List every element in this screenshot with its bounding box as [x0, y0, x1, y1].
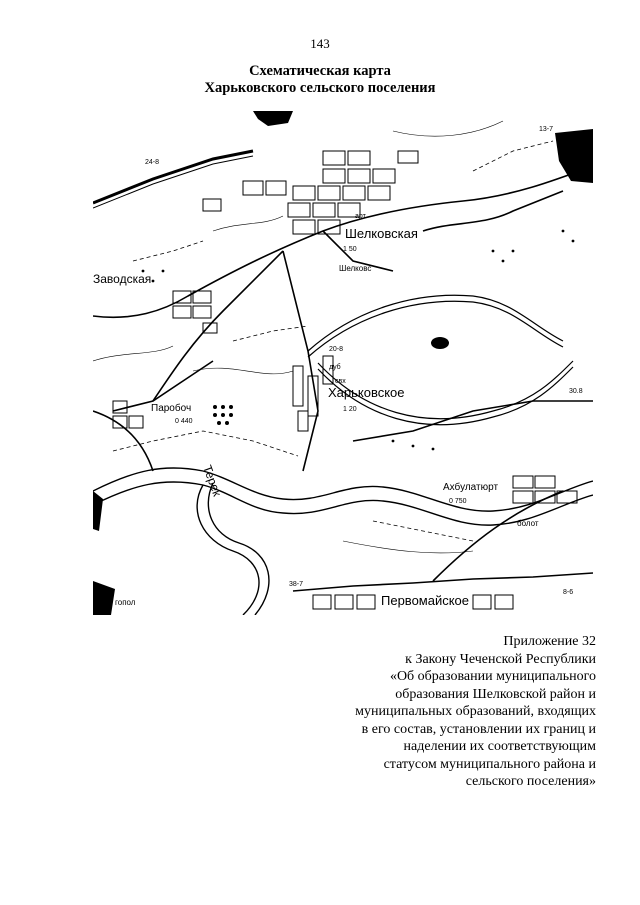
map-drawing	[93, 111, 593, 615]
appendix-line-3: «Об образовании муниципального	[389, 669, 596, 684]
map-mark-10: дуб	[329, 364, 341, 371]
page-number: 143	[310, 36, 330, 51]
appendix-line-8: статусом муниципального района и	[383, 756, 596, 772]
map-title-line-2: Харьковского сельского поселения	[204, 80, 436, 96]
appendix-line-9: сельского поселения»	[465, 774, 596, 789]
label-bolot: болот	[517, 519, 539, 528]
map-mark-6: 38-7	[289, 581, 304, 588]
map-mark-9: 20-8	[329, 346, 344, 353]
map-mark-13: 13-7	[539, 126, 554, 133]
map-mark-11: свх	[335, 378, 346, 385]
label-pervomayskoe: Первомайское	[381, 593, 470, 608]
label-shelkovskaya-small: Шелковс	[339, 264, 372, 273]
appendix-line-5: муниципальных образований, входящих	[355, 704, 596, 719]
appendix-line-4: образования Шелковской район и	[395, 686, 596, 702]
label-shelkovskaya: Шелковская	[345, 226, 418, 241]
map-mark-3: 0 440	[175, 418, 193, 425]
label-parobochevo: Паробоч	[151, 403, 192, 414]
map-title-line-1: Схематическая карта	[249, 63, 391, 79]
map-mark-1: 1 50	[343, 246, 357, 253]
label-terek: Терек	[200, 463, 225, 499]
map-mark-7: 8-6	[563, 589, 574, 596]
appendix-line-2: к Закону Чеченской Республики	[405, 651, 596, 667]
map-mark-5: 30.8	[569, 388, 583, 395]
map-mark-2: 1 20	[343, 406, 357, 413]
label-kharkovskoe: Харьковское	[328, 385, 405, 400]
appendix-note	[266, 633, 596, 791]
map-title	[0, 63, 640, 97]
map-mark-8: 0 750	[449, 498, 467, 505]
appendix-line-6: в его состав, установлении их границ и	[361, 721, 596, 737]
map-mark-4: 24-8	[145, 159, 160, 166]
label-zavodskaya: Заводская	[93, 272, 152, 286]
label-goplo: гопол	[115, 598, 136, 607]
settlement-map	[93, 111, 593, 615]
appendix-line-1: Приложение 32	[503, 634, 596, 649]
appendix-line-7: наделении их соответствующим	[403, 739, 596, 754]
map-mark-12: арт	[355, 213, 366, 220]
map-dark-area-center	[431, 337, 449, 349]
label-akhbulatyurt: Ахбулатюрт	[443, 482, 499, 493]
